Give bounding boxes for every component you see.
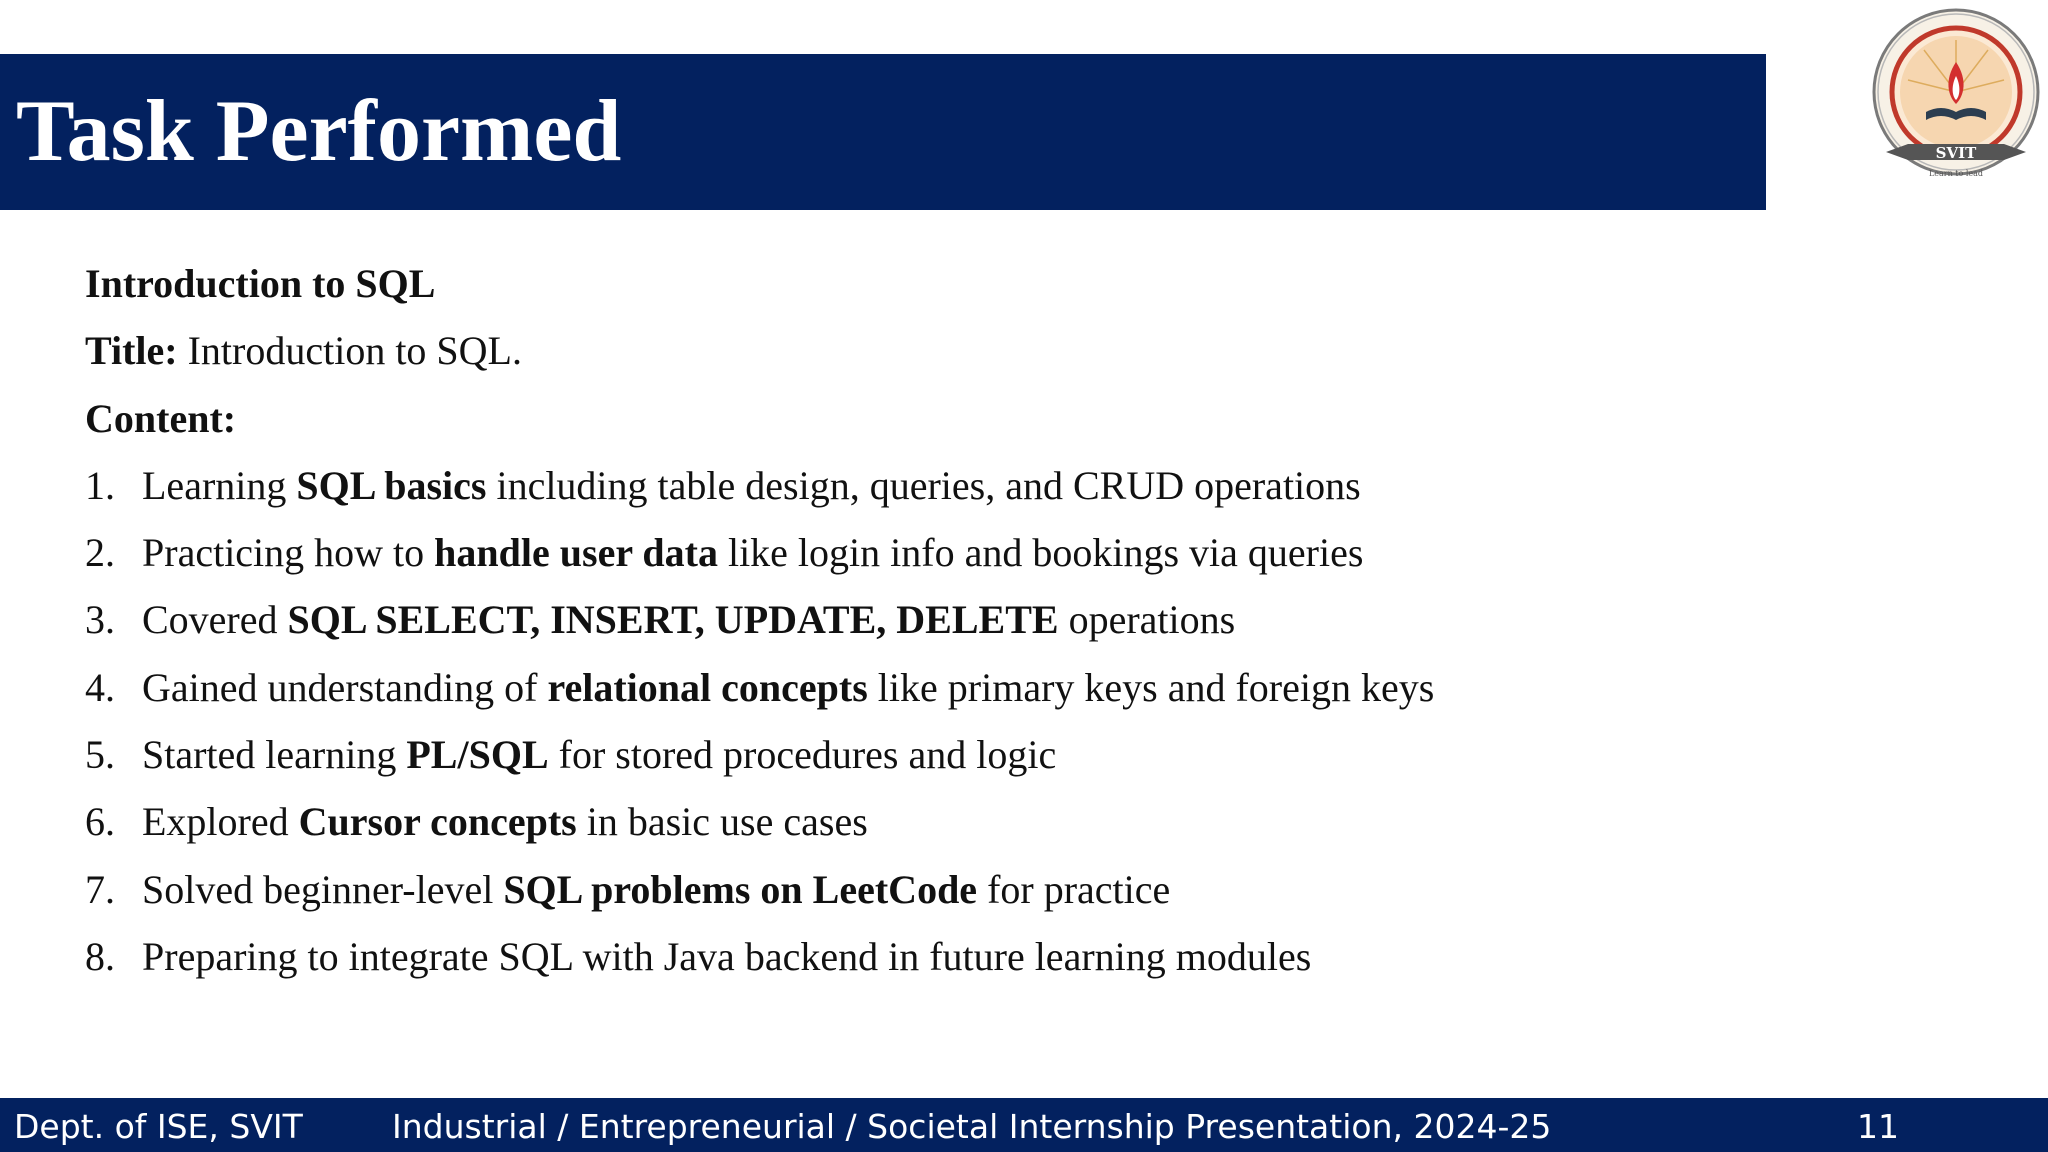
content-label: Content:	[85, 395, 237, 441]
list-text: Covered SQL SELECT, INSERT, UPDATE, DELETE operations	[142, 597, 1236, 643]
section-heading: Introduction to SQL	[85, 261, 436, 306]
list-number: 1.	[85, 462, 115, 508]
list-item	[85, 721, 1685, 788]
logo-banner-text: SVIT	[1935, 144, 1977, 162]
slide-title: Task Performed	[16, 83, 622, 180]
list-item	[85, 586, 1685, 653]
list-text: Solved beginner-level SQL problems on LeetCode for practice	[142, 866, 1171, 912]
list-item	[85, 452, 1685, 519]
list-number: 4.	[85, 664, 115, 710]
institute-logo	[1864, 0, 2048, 184]
footer-presentation-title: Industrial / Entrepreneurial / Societal Internship Presentation, 2024-25	[392, 1107, 1552, 1146]
list-text: Started learning PL/SQL for stored procedures and logic	[142, 732, 1057, 778]
content-body	[85, 250, 1685, 990]
list-item	[85, 856, 1685, 923]
title-label: Title:	[85, 328, 178, 374]
list-item	[85, 788, 1685, 855]
title-bar	[0, 54, 1766, 210]
list-item	[85, 654, 1685, 721]
list-text: Preparing to integrate SQL with Java backend in future learning modules	[142, 933, 1312, 979]
footer-page-number: 11	[1857, 1107, 1899, 1146]
title-value: Introduction to SQL.	[177, 328, 522, 374]
footer-department: Dept. of ISE, SVIT	[14, 1107, 303, 1146]
footer-bar	[0, 1098, 2048, 1152]
list-number: 7.	[85, 866, 115, 912]
title-line	[85, 317, 1685, 384]
logo-motto-text: Learn to lead	[1928, 169, 1984, 178]
list-text: Learning SQL basics including table design, queries, and CRUD operations	[142, 462, 1361, 508]
list-number: 6.	[85, 799, 115, 845]
list-item	[85, 923, 1685, 990]
list-number: 3.	[85, 597, 115, 643]
list-text: Explored Cursor concepts in basic use cases	[142, 799, 868, 845]
list-number: 5.	[85, 732, 115, 778]
list-number: 8.	[85, 933, 115, 979]
list-text: Gained understanding of relational concepts like primary keys and foreign keys	[142, 664, 1435, 710]
list-item	[85, 519, 1685, 586]
list-text: Practicing how to handle user data like login info and bookings via queries	[142, 530, 1364, 576]
list-number: 2.	[85, 530, 115, 576]
